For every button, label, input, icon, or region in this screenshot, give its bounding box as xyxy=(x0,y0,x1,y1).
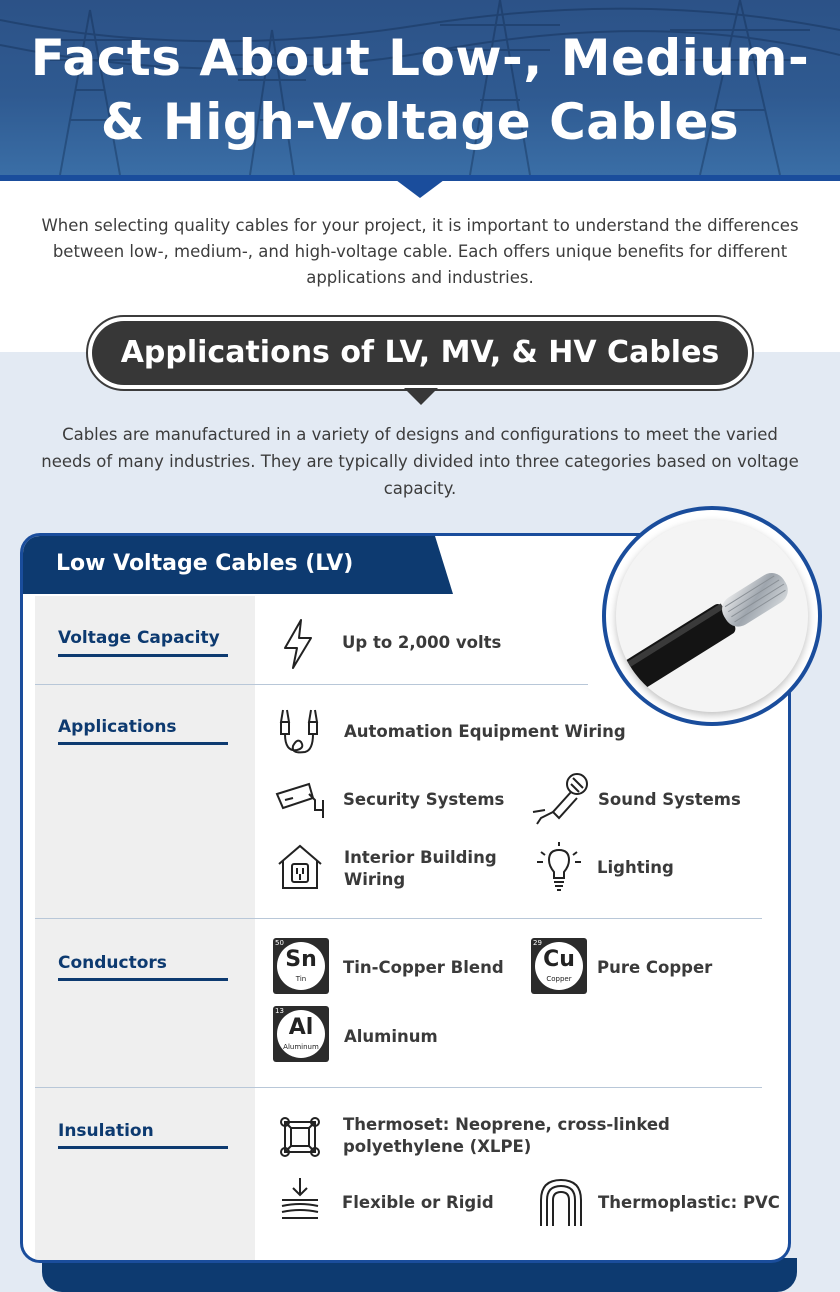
conductor-copper-text: Pure Copper xyxy=(597,958,713,977)
microphone-icon xyxy=(531,772,591,826)
element-symbol: Cu xyxy=(543,947,575,972)
page-title-line2: & High-Voltage Cables xyxy=(100,93,740,151)
voltage-capacity-label: Voltage Capacity xyxy=(58,628,220,648)
conductors-label: Conductors xyxy=(58,953,167,973)
alligator-clips-icon xyxy=(275,708,325,756)
conductor-aluminum-text: Aluminum xyxy=(344,1027,438,1046)
house-outlet-icon xyxy=(277,844,323,890)
header-banner xyxy=(0,0,840,175)
insulation-flexible-text: Flexible or Rigid xyxy=(342,1193,494,1212)
copper-element-tile xyxy=(531,938,587,994)
applications-intro: Cables are manufactured in a variety of designs and configurations to meet the varied needs of many industries. They are typically divided into three categories based on voltage capacity. xyxy=(41,425,799,498)
card-title: Low Voltage Cables (LV) xyxy=(56,551,354,576)
element-name: Aluminum xyxy=(283,1043,319,1051)
element-name: Copper xyxy=(546,975,572,983)
element-name: Tin xyxy=(295,975,307,983)
card-label-column xyxy=(35,596,255,1263)
label-underline xyxy=(58,1146,228,1149)
layers-press-icon xyxy=(279,1176,321,1224)
row-divider xyxy=(35,684,588,685)
app-interior-text: Interior Building Wiring xyxy=(344,848,497,889)
crosslinked-cube-icon xyxy=(277,1114,323,1162)
intro-paragraph: When selecting quality cables for your project, it is important to understand the differences between low-, medium-, and high-voltage cable. Each offers unique benefits for different applications and industries. xyxy=(41,216,799,287)
conductor-tin-copper-text: Tin-Copper Blend xyxy=(343,958,504,977)
insulation-label: Insulation xyxy=(58,1121,154,1141)
app-security-text: Security Systems xyxy=(343,790,505,809)
app-sound-text: Sound Systems xyxy=(598,790,741,809)
tin-element-tile xyxy=(273,938,329,994)
row-divider xyxy=(35,1087,762,1088)
page-title xyxy=(0,26,840,154)
element-number: 29 xyxy=(533,939,542,947)
cable-illustration xyxy=(616,520,808,712)
element-number: 50 xyxy=(275,939,284,947)
security-camera-icon xyxy=(275,780,325,820)
row-divider xyxy=(35,918,762,919)
voltage-value: Up to 2,000 volts xyxy=(342,633,502,652)
section-heading-pointer xyxy=(404,388,438,405)
element-number: 13 xyxy=(275,1007,284,1015)
element-symbol: Al xyxy=(288,1015,314,1040)
section-heading: Applications of LV, MV, & HV Cables xyxy=(92,321,748,385)
element-symbol: Sn xyxy=(285,947,317,972)
lightning-icon xyxy=(281,618,315,670)
cable-loop-icon xyxy=(537,1176,585,1228)
label-underline xyxy=(58,654,228,657)
cable-image xyxy=(616,520,808,712)
app-lighting-text: Lighting xyxy=(597,858,674,877)
label-underline xyxy=(58,978,228,981)
card-shadow xyxy=(42,1258,797,1292)
page-title-line1: Facts About Low-, Medium- xyxy=(30,29,810,87)
applications-label: Applications xyxy=(58,717,177,737)
insulation-thermoset-text: Thermoset: Neoprene, cross-linked polyethylene (XLPE) xyxy=(343,1115,670,1156)
header-pointer xyxy=(396,180,444,198)
lightbulb-icon xyxy=(535,842,583,892)
label-underline xyxy=(58,742,228,745)
app-automation-text: Automation Equipment Wiring xyxy=(344,722,626,741)
aluminum-element-tile xyxy=(273,1006,329,1062)
insulation-thermoplastic-text: Thermoplastic: PVC xyxy=(598,1193,780,1212)
